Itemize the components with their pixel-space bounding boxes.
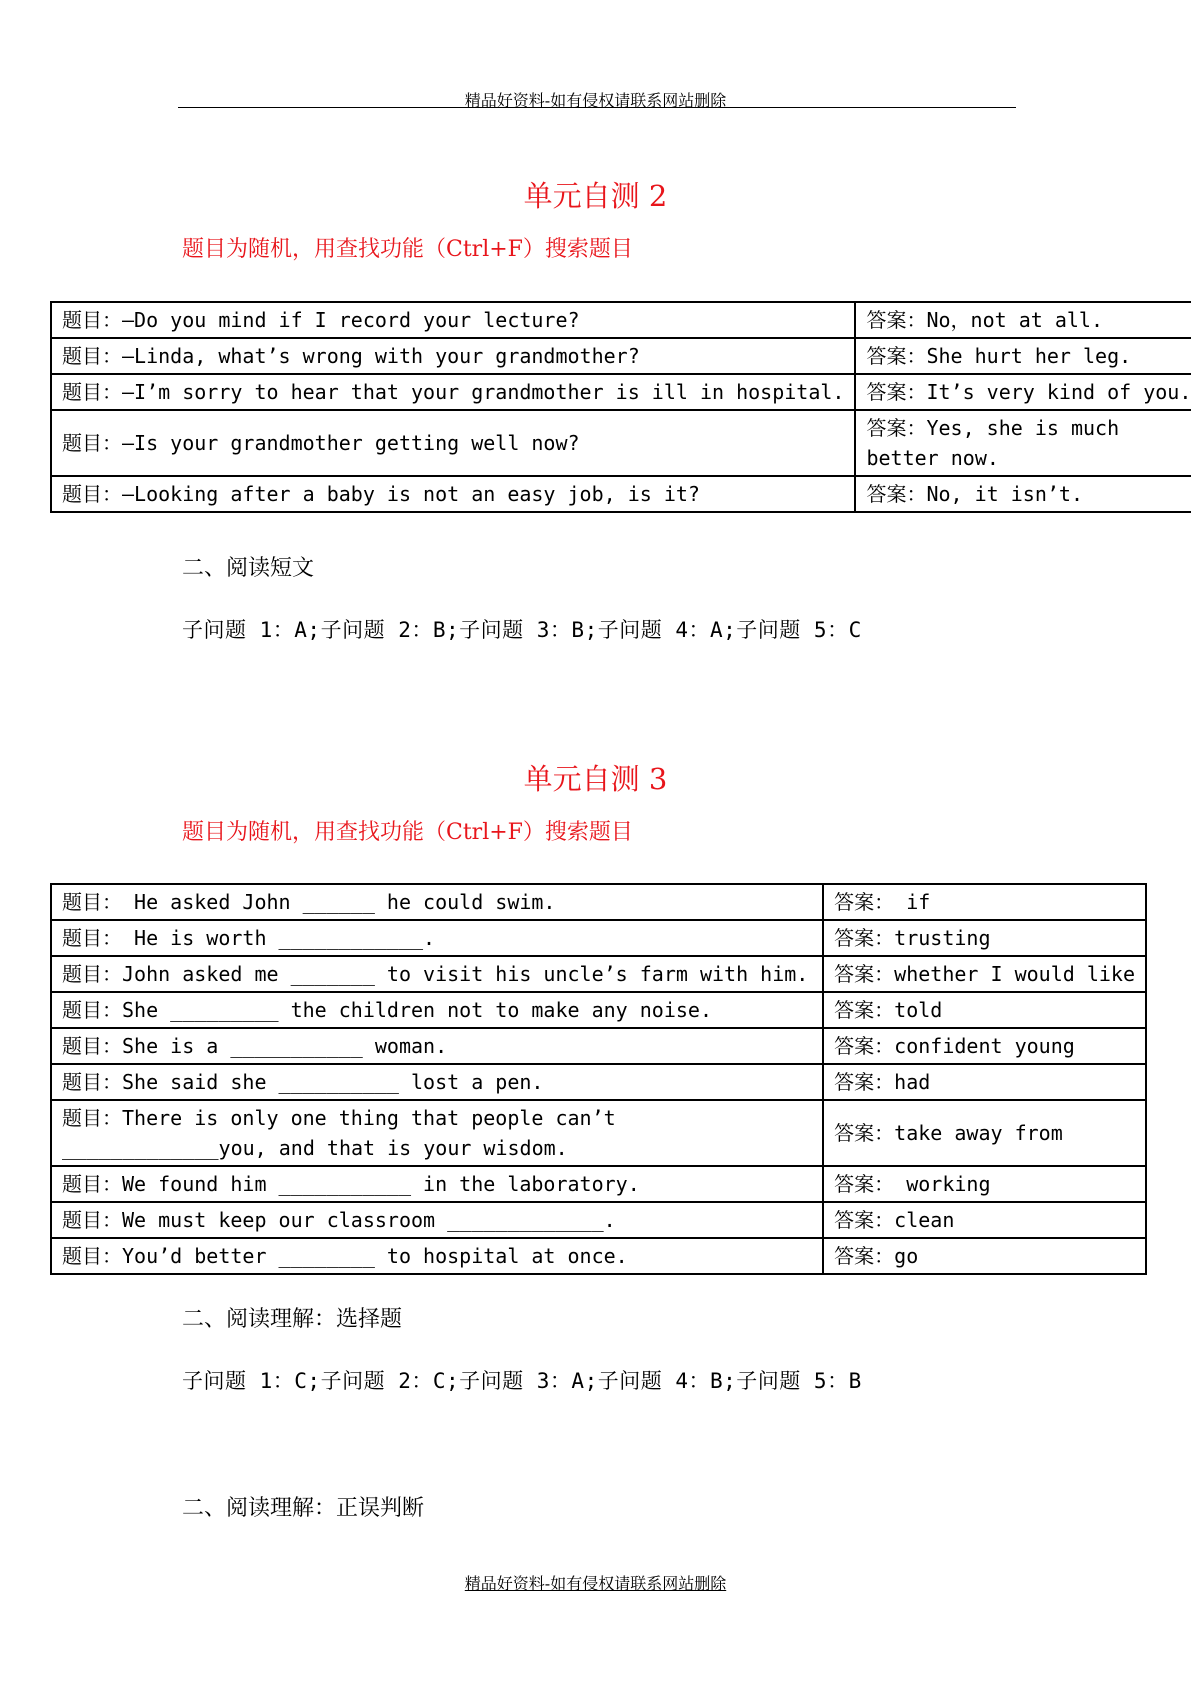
header-rule	[178, 107, 1016, 108]
question-cell: 题目：—Looking after a baby is not an easy job, is it?	[51, 476, 855, 512]
table-row	[51, 1202, 1146, 1238]
unit3-reading-heading-choice: 二、阅读理解：选择题	[182, 1307, 403, 1332]
question-cell: 题目：—Do you mind if I record your lecture?	[51, 302, 855, 338]
answer-cell: 答案：confident young	[823, 1028, 1146, 1064]
answer-cell: 答案：She hurt her leg.	[855, 338, 1191, 374]
table-row	[51, 338, 1191, 374]
answer-cell: 答案：had	[823, 1064, 1146, 1100]
question-cell: 题目：—Linda, what’s wrong with your grandmother?	[51, 338, 855, 374]
question-cell: 题目：—Is your grandmother getting well now?	[51, 410, 855, 476]
unit3-table	[50, 883, 1147, 1275]
unit3-reading-heading-truefalse: 二、阅读理解：正误判断	[182, 1496, 425, 1521]
answer-cell: 答案：clean	[823, 1202, 1146, 1238]
question-cell: 题目：John asked me _______ to visit his uncle’s farm with him.	[51, 956, 823, 992]
unit2-reading-answers: 子问题 1：A;子问题 2：B;子问题 3：B;子问题 4：A;子问题 5：C	[182, 618, 862, 642]
question-cell: 题目：She said she __________ lost a pen.	[51, 1064, 823, 1100]
unit2-reading-heading: 二、阅读短文	[182, 556, 315, 581]
table-row	[51, 956, 1146, 992]
table-row	[51, 1166, 1146, 1202]
answer-cell: 答案：Yes, she is much better now.	[855, 410, 1191, 476]
table-row	[51, 1100, 1146, 1166]
question-cell: 题目： He is worth ____________.	[51, 920, 823, 956]
table-row	[51, 884, 1146, 920]
answer-cell: 答案：trusting	[823, 920, 1146, 956]
table-row	[51, 476, 1191, 512]
unit2-table	[50, 301, 1191, 513]
table-row	[51, 920, 1146, 956]
page-header: 精品好资料-如有侵权请联系网站删除	[464, 91, 727, 110]
unit3-note: 题目为随机，用查找功能（Ctrl+F）搜索题目	[182, 820, 633, 845]
question-cell: 题目：She is a ___________ woman.	[51, 1028, 823, 1064]
answer-cell: 答案：told	[823, 992, 1146, 1028]
page-footer: 精品好资料-如有侵权请联系网站删除	[464, 1574, 727, 1593]
table-row	[51, 1238, 1146, 1274]
answer-cell: 答案：It’s very kind of you.	[855, 374, 1191, 410]
question-cell: 题目：We found him ___________ in the laboratory.	[51, 1166, 823, 1202]
unit2-title: 单元自测 2	[523, 179, 668, 213]
answer-cell: 答案：whether I would like	[823, 956, 1146, 992]
table-row	[51, 302, 1191, 338]
unit3-reading-answers: 子问题 1：C;子问题 2：C;子问题 3：A;子问题 4：B;子问题 5：B	[182, 1369, 862, 1393]
table-row	[51, 1064, 1146, 1100]
question-cell: 题目：There is only one thing that people can’t _____________you, and that is your wisdom.	[51, 1100, 823, 1166]
unit3-title: 单元自测 3	[523, 762, 668, 796]
table-row	[51, 992, 1146, 1028]
question-cell: 题目：—I’m sorry to hear that your grandmother is ill in hospital.	[51, 374, 855, 410]
answer-cell: 答案： if	[823, 884, 1146, 920]
unit2-note: 题目为随机，用查找功能（Ctrl+F）搜索题目	[182, 237, 633, 262]
answer-cell: 答案：go	[823, 1238, 1146, 1274]
answer-cell: 答案： working	[823, 1166, 1146, 1202]
table-row	[51, 374, 1191, 410]
question-cell: 题目：We must keep our classroom _____________.	[51, 1202, 823, 1238]
question-cell: 题目：She _________ the children not to make any noise.	[51, 992, 823, 1028]
question-cell: 题目： He asked John ______ he could swim.	[51, 884, 823, 920]
table-row	[51, 410, 1191, 476]
question-cell: 题目：You’d better ________ to hospital at once.	[51, 1238, 823, 1274]
answer-cell: 答案：No, it isn’t.	[855, 476, 1191, 512]
answer-cell: 答案：No，not at all.	[855, 302, 1191, 338]
table-row	[51, 1028, 1146, 1064]
answer-cell: 答案：take away from	[823, 1100, 1146, 1166]
